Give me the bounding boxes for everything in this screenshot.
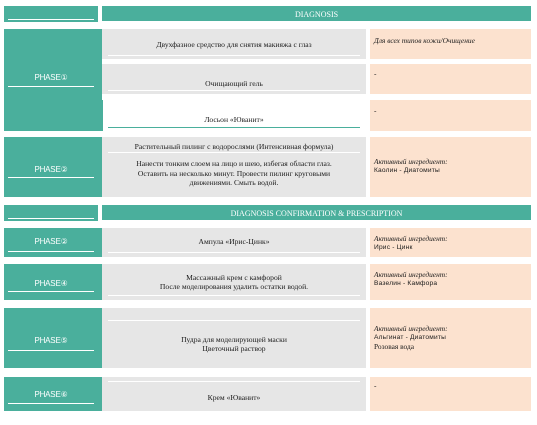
header-left-underline [8,19,94,20]
phase-6-text: Крем «Юванит» [207,393,261,403]
phase-1-step-3-note-text: - [374,106,377,115]
phase-3-underline [8,251,94,252]
phase-2-label-cell [4,137,98,197]
phase-1-step-3-text: Лосьон «Юванит» [204,114,264,124]
phase-2-text-line-4: Оставить на несколько минут. Провести пилинг круговыми [137,168,331,178]
confirmation-header [102,205,531,221]
phase-1-step-1-note-text: Для всех типов кожи/Очищение [374,36,475,45]
phase-1-step-1-note [370,29,531,59]
phase-1-step-2-note-text: - [374,69,377,78]
phase-6-step [102,377,366,411]
phase-1-underline [8,86,94,87]
phase-1-label-cell [4,29,98,131]
phase-6-underline [8,403,94,404]
diagnosis-header [102,6,531,22]
confirmation-left-underline [8,218,94,219]
phase-3-line [108,252,360,253]
phase-6-line [108,381,360,382]
phase-5-underline [8,350,94,351]
phase-1-step-1-text: Двухфазное средство для снятия макияжа с глаз [156,40,312,50]
phase-2-note [370,137,531,197]
phase-4-note [370,264,531,300]
phase-5-note-line-1: Активный ингредиент: [374,324,448,333]
phase-3-text: Ампула «Ирис-Цинк» [198,236,270,246]
phase-5-step [102,308,366,368]
phase-5-line [108,320,360,321]
phase-2-text-line-1: Растительный пилинг с водорослями (Интенсивная формула) [134,142,334,151]
phase-2-label: PHASE② [34,164,68,174]
phase-4-text-line-1: Массажный крем с камфорой [186,272,282,282]
diagnosis-title: DIAGNOSIS [294,9,339,19]
phase-2-text-line-5: движениями. Смыть водой. [189,178,279,188]
phase-5-label: PHASE⑤ [34,335,68,345]
phase-4-note-line-1: Активный ингредиент: [374,270,448,279]
phase-3-label: PHASE② [34,237,68,246]
phase-1-step-2-line [108,90,360,91]
phase-5-note [370,308,531,368]
phase-2-note-line-1: Активный ингредиент: [374,157,448,166]
phase-5-text-line-2: Цветочный раствор [202,344,266,353]
phase-3-label-cell [4,228,98,257]
phase-4-note-line-2: Вазелин - Камфора [374,279,438,287]
phase-1-step-3-line [108,127,360,128]
phase-4-line [108,295,360,296]
phase-5-label-cell [4,308,98,368]
phase-1-step-2-note [370,64,531,94]
phase-1-label: PHASE① [34,72,68,82]
phase-1-step-3-left-line [102,100,103,131]
phase-4-label: PHASE④ [34,278,68,288]
phase-5-note-line-3: Розовая вода [374,342,415,352]
phase-2-text-line-3: Нанести тонким слоем на лицо и шею, избегая области глаз. [136,159,332,169]
phase-2-note-line-2: Каолин - Диатомиты [374,166,440,174]
phase-5-text-line-1: Пудра для моделирующей маски [181,334,287,344]
phase-6-label: PHASE⑥ [34,389,68,399]
phase-6-note-text: - [374,381,377,390]
phase-4-underline [8,291,94,292]
phase-1-step-3-note [370,100,531,131]
phase-3-note [370,228,531,257]
phase-3-note-line-1: Активный ингредиент: [374,234,448,243]
phase-2-line [108,152,360,153]
phase-1-step-1-line [108,55,360,56]
phase-2-underline [8,177,94,178]
confirmation-title: DIAGNOSIS CONFIRMATION & PRESCRIPTION [230,208,403,218]
phase-2-step [102,137,366,197]
phase-3-note-line-2: Ирис - Цинк [374,243,413,251]
phase-1-step-2-text: Очищающий гель [205,79,263,89]
phase-6-label-cell [4,377,98,411]
phase-4-text-line-2: После моделирования удалить остатки водой. [159,282,309,291]
phase-4-label-cell [4,264,98,300]
phase-6-note [370,377,531,411]
phase-5-note-line-2: Альгинат - Диатомиты [374,333,447,341]
